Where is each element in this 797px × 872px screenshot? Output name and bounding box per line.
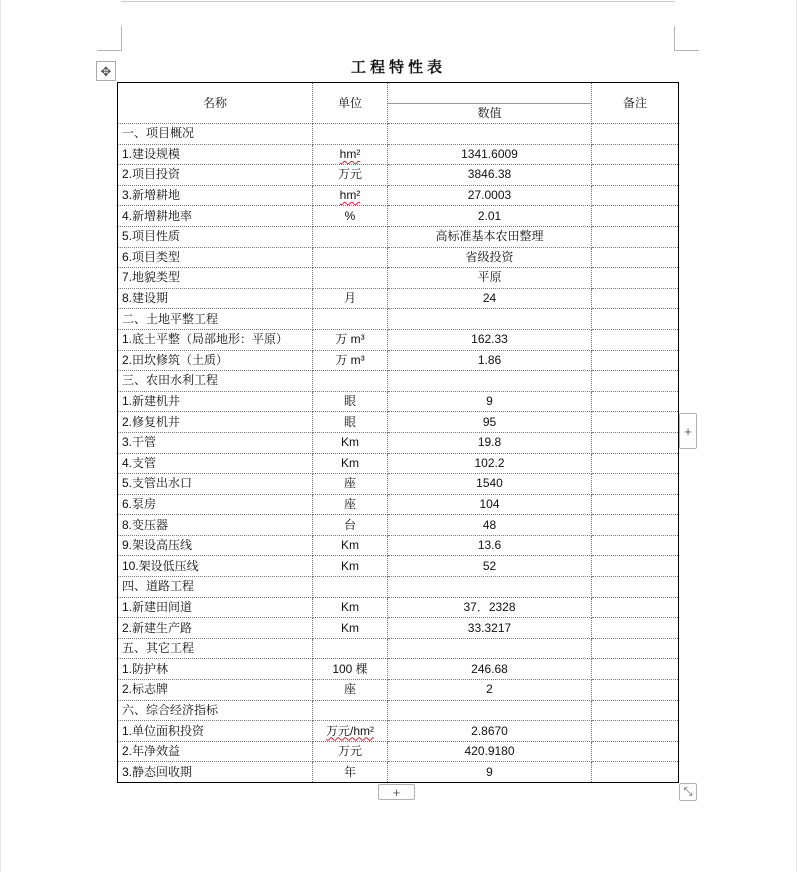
row-remark[interactable] xyxy=(592,597,679,618)
row-unit-text: 眼 xyxy=(343,414,356,429)
row-name-text: 5.支管出水口 xyxy=(122,476,193,491)
table-row xyxy=(118,144,679,165)
row-value[interactable] xyxy=(388,432,592,453)
margin-corner-top-right xyxy=(674,26,699,51)
row-value[interactable] xyxy=(388,268,592,289)
document-title: 工程特性表 xyxy=(350,59,446,76)
header-unit[interactable]: 单位 xyxy=(313,83,388,124)
row-unit-text: 年 xyxy=(343,764,356,779)
row-value[interactable] xyxy=(388,721,592,742)
table-row xyxy=(118,268,679,289)
move-icon: ✥ xyxy=(100,63,112,79)
row-unit[interactable] xyxy=(313,741,388,762)
row-unit-text: Km xyxy=(341,620,359,635)
row-value-text: 13.6 xyxy=(477,538,502,553)
row-name[interactable] xyxy=(118,741,313,762)
row-unit-text: hm² xyxy=(339,146,361,161)
row-unit[interactable] xyxy=(313,185,388,206)
row-name-text: 4.支管 xyxy=(122,455,157,470)
row-name[interactable] xyxy=(118,391,313,412)
row-remark[interactable] xyxy=(592,515,679,536)
table-row xyxy=(118,124,679,145)
row-name[interactable] xyxy=(118,453,313,474)
row-value-text: 3846.38 xyxy=(467,167,512,182)
row-name[interactable] xyxy=(118,721,313,742)
row-unit[interactable] xyxy=(313,535,388,556)
row-name-text: 6.泵房 xyxy=(122,496,157,511)
row-name-text: 2.项目投资 xyxy=(122,167,181,182)
row-remark[interactable] xyxy=(592,618,679,639)
row-name-text: 1.建设规模 xyxy=(122,146,181,161)
table-row xyxy=(118,680,679,701)
plus-icon: + xyxy=(684,423,692,439)
row-remark[interactable] xyxy=(592,556,679,577)
row-name[interactable] xyxy=(118,329,313,350)
row-unit-text: 万 m³ xyxy=(335,352,365,367)
row-unit[interactable] xyxy=(313,638,388,659)
row-unit[interactable] xyxy=(313,226,388,247)
row-value[interactable] xyxy=(388,185,592,206)
row-name[interactable] xyxy=(118,638,313,659)
row-value[interactable] xyxy=(388,700,592,721)
row-remark[interactable] xyxy=(592,453,679,474)
table-row xyxy=(118,474,679,495)
row-value[interactable] xyxy=(388,165,592,186)
row-unit-text: Km xyxy=(341,435,359,450)
header-value: 数值 xyxy=(477,106,502,120)
row-name-text: 2.年净效益 xyxy=(122,744,181,759)
row-name-text: 7.地貌类型 xyxy=(122,270,181,285)
row-value-text: 2 xyxy=(486,682,493,697)
row-unit[interactable] xyxy=(313,453,388,474)
row-remark[interactable] xyxy=(592,474,679,495)
row-unit-text: Km xyxy=(341,558,359,573)
row-name-text: 1.新建田间道 xyxy=(122,599,193,614)
row-unit[interactable] xyxy=(313,680,388,701)
row-remark[interactable] xyxy=(592,494,679,515)
table-row xyxy=(118,226,679,247)
table-row xyxy=(118,371,679,392)
row-unit-text: 座 xyxy=(343,496,356,511)
table-row xyxy=(118,659,679,680)
row-unit[interactable] xyxy=(313,700,388,721)
row-remark[interactable] xyxy=(592,268,679,289)
row-remark[interactable] xyxy=(592,659,679,680)
row-name-text: 6.项目类型 xyxy=(122,249,181,264)
row-name[interactable] xyxy=(118,144,313,165)
table-row xyxy=(118,556,679,577)
row-unit-text: 眼 xyxy=(343,394,356,409)
row-value[interactable] xyxy=(388,412,592,433)
row-name-text: 1.单位面积投资 xyxy=(122,723,205,738)
table-resize-handle[interactable] xyxy=(679,783,697,801)
row-name[interactable] xyxy=(118,618,313,639)
table-row xyxy=(118,494,679,515)
row-name-text: 5.项目性质 xyxy=(122,229,181,244)
row-unit[interactable] xyxy=(313,474,388,495)
row-name[interactable] xyxy=(118,535,313,556)
row-value-text: 1341.6009 xyxy=(461,146,518,161)
table-row xyxy=(118,329,679,350)
table-row xyxy=(118,412,679,433)
row-value-text: 37．2328 xyxy=(463,599,516,614)
row-name[interactable] xyxy=(118,474,313,495)
row-remark[interactable] xyxy=(592,185,679,206)
row-name-text: 1.新建机井 xyxy=(122,394,181,409)
row-value[interactable] xyxy=(388,247,592,268)
row-unit[interactable] xyxy=(313,288,388,309)
header-remark[interactable]: 备注 xyxy=(592,83,679,124)
table-row xyxy=(118,700,679,721)
row-value[interactable] xyxy=(388,350,592,371)
row-unit[interactable] xyxy=(313,165,388,186)
row-value-text: 102.2 xyxy=(474,455,505,470)
row-name-text: 2.新建生产路 xyxy=(122,620,193,635)
row-unit-text: hm² xyxy=(339,188,361,203)
row-unit-text: 月 xyxy=(343,291,356,306)
row-value[interactable] xyxy=(388,741,592,762)
row-name-text: 二、土地平整工程 xyxy=(122,311,219,326)
row-remark[interactable] xyxy=(592,350,679,371)
row-unit[interactable] xyxy=(313,206,388,227)
row-value-text: 19.8 xyxy=(477,435,502,450)
table-row xyxy=(118,206,679,227)
row-value-text: 24 xyxy=(482,291,497,306)
row-name-text: 2.标志牌 xyxy=(122,682,169,697)
row-value[interactable] xyxy=(388,535,592,556)
row-remark[interactable] xyxy=(592,680,679,701)
row-remark[interactable] xyxy=(592,165,679,186)
table-header-row xyxy=(118,83,679,124)
row-remark[interactable] xyxy=(592,309,679,330)
row-value-text: 省级投资 xyxy=(465,249,514,264)
row-name[interactable] xyxy=(118,226,313,247)
row-value[interactable] xyxy=(388,309,592,330)
row-value[interactable] xyxy=(388,371,592,392)
row-unit[interactable] xyxy=(313,597,388,618)
row-unit[interactable] xyxy=(313,659,388,680)
add-column-button[interactable] xyxy=(679,413,697,449)
row-value[interactable] xyxy=(388,474,592,495)
table-row xyxy=(118,247,679,268)
row-value[interactable] xyxy=(388,515,592,536)
row-name-text: 1.底土平整（局部地形：平原） xyxy=(122,332,289,347)
row-remark[interactable] xyxy=(592,700,679,721)
row-value-text: 95 xyxy=(482,414,497,429)
row-name[interactable] xyxy=(118,247,313,268)
row-unit[interactable] xyxy=(313,432,388,453)
row-name-text: 四、道路工程 xyxy=(122,579,195,594)
row-value-text: 52 xyxy=(482,558,497,573)
row-remark[interactable] xyxy=(592,144,679,165)
spec-table xyxy=(117,82,679,783)
row-value-text: 27.0003 xyxy=(467,188,512,203)
row-name[interactable] xyxy=(118,268,313,289)
page-top-edge xyxy=(121,1,675,2)
table-row xyxy=(118,350,679,371)
row-value[interactable] xyxy=(388,329,592,350)
row-unit[interactable] xyxy=(313,391,388,412)
row-name-text: 一、项目概况 xyxy=(122,126,195,141)
row-name[interactable] xyxy=(118,350,313,371)
row-name[interactable] xyxy=(118,515,313,536)
row-name-text: 3.静态回收期 xyxy=(122,764,193,779)
resize-icon: ⤡ xyxy=(683,785,693,798)
row-unit-text: % xyxy=(344,208,356,223)
row-name[interactable] xyxy=(118,597,313,618)
row-name-text: 3.干管 xyxy=(122,435,157,450)
row-name[interactable] xyxy=(118,185,313,206)
row-remark[interactable] xyxy=(592,391,679,412)
row-name[interactable] xyxy=(118,124,313,145)
row-remark[interactable] xyxy=(592,432,679,453)
row-value-text: 104 xyxy=(479,496,500,511)
table-row xyxy=(118,535,679,556)
row-unit[interactable] xyxy=(313,577,388,598)
table-row xyxy=(118,432,679,453)
row-name[interactable] xyxy=(118,680,313,701)
row-unit-text: 100 棵 xyxy=(332,661,368,676)
row-value-text: 2.8670 xyxy=(471,723,508,738)
row-name-text: 9.架设高压线 xyxy=(122,538,193,553)
row-value-text: 9 xyxy=(486,394,493,409)
row-unit[interactable] xyxy=(313,350,388,371)
row-remark[interactable] xyxy=(592,371,679,392)
row-remark[interactable] xyxy=(592,247,679,268)
table-row xyxy=(118,618,679,639)
row-unit-text: Km xyxy=(341,455,359,470)
row-name[interactable] xyxy=(118,494,313,515)
row-value-text: 33.3217 xyxy=(467,620,512,635)
row-value-text: 1.86 xyxy=(477,352,502,367)
table-row xyxy=(118,309,679,330)
row-name[interactable] xyxy=(118,371,313,392)
row-remark[interactable] xyxy=(592,762,679,783)
row-name-text: 8.建设期 xyxy=(122,291,169,306)
row-value[interactable] xyxy=(388,226,592,247)
row-unit[interactable] xyxy=(313,144,388,165)
row-unit-text: Km xyxy=(341,538,359,553)
row-value[interactable] xyxy=(388,556,592,577)
row-name-text: 3.新增耕地 xyxy=(122,188,181,203)
row-value-text: 420.9180 xyxy=(464,744,515,759)
margin-corner-top-left xyxy=(97,26,122,51)
header-value-split xyxy=(388,83,591,104)
table-row xyxy=(118,597,679,618)
row-remark[interactable] xyxy=(592,124,679,145)
row-name[interactable] xyxy=(118,577,313,598)
row-name[interactable] xyxy=(118,659,313,680)
row-value[interactable] xyxy=(388,391,592,412)
row-remark[interactable] xyxy=(592,638,679,659)
row-value-text: 246.68 xyxy=(471,661,508,676)
row-value[interactable] xyxy=(388,206,592,227)
row-remark[interactable] xyxy=(592,721,679,742)
row-name-text: 五、其它工程 xyxy=(122,641,195,656)
table-row xyxy=(118,762,679,783)
row-unit[interactable] xyxy=(313,309,388,330)
row-remark[interactable] xyxy=(592,577,679,598)
header-value-cell[interactable] xyxy=(388,83,592,124)
row-value[interactable] xyxy=(388,618,592,639)
row-unit-text: 台 xyxy=(343,517,356,532)
row-unit[interactable] xyxy=(313,762,388,783)
row-unit[interactable] xyxy=(313,618,388,639)
row-name-text: 8.变压器 xyxy=(122,517,169,532)
row-name[interactable] xyxy=(118,762,313,783)
row-unit[interactable] xyxy=(313,247,388,268)
table-row xyxy=(118,185,679,206)
row-unit[interactable] xyxy=(313,412,388,433)
table-row xyxy=(118,391,679,412)
row-remark[interactable] xyxy=(592,288,679,309)
row-value[interactable] xyxy=(388,577,592,598)
table-row xyxy=(118,741,679,762)
row-unit[interactable] xyxy=(313,515,388,536)
row-name[interactable] xyxy=(118,432,313,453)
add-row-button[interactable] xyxy=(378,784,415,800)
row-value[interactable] xyxy=(388,659,592,680)
row-value-text: 2.01 xyxy=(477,208,502,223)
row-value-text: 高标准基本农田整理 xyxy=(435,229,544,244)
row-name-text: 4.新增耕地率 xyxy=(122,208,193,223)
plus-icon: + xyxy=(392,784,401,800)
row-value[interactable] xyxy=(388,638,592,659)
row-unit-text: 座 xyxy=(343,682,356,697)
row-name[interactable] xyxy=(118,288,313,309)
row-remark[interactable] xyxy=(592,226,679,247)
row-value[interactable] xyxy=(388,762,592,783)
row-value-text: 48 xyxy=(482,517,497,532)
row-unit-text: 万元 xyxy=(337,744,362,759)
row-value[interactable] xyxy=(388,124,592,145)
row-unit[interactable] xyxy=(313,556,388,577)
row-value[interactable] xyxy=(388,494,592,515)
table-row xyxy=(118,638,679,659)
row-value[interactable] xyxy=(388,144,592,165)
row-remark[interactable] xyxy=(592,329,679,350)
row-name-text: 六、综合经济指标 xyxy=(122,702,219,717)
row-name[interactable] xyxy=(118,206,313,227)
row-unit-text: 万 m³ xyxy=(335,332,365,347)
row-value-text: 1540 xyxy=(476,476,503,491)
row-remark[interactable] xyxy=(592,535,679,556)
row-name-text: 2.修复机井 xyxy=(122,414,181,429)
row-unit-text: Km xyxy=(341,599,359,614)
table-row xyxy=(118,721,679,742)
row-unit-text: 万元 xyxy=(337,167,362,182)
row-name[interactable] xyxy=(118,309,313,330)
row-value[interactable] xyxy=(388,288,592,309)
row-unit[interactable] xyxy=(313,494,388,515)
row-name[interactable] xyxy=(118,556,313,577)
row-name[interactable] xyxy=(118,700,313,721)
row-name-text: 1.防护林 xyxy=(122,661,169,676)
row-unit[interactable] xyxy=(313,268,388,289)
row-unit[interactable] xyxy=(313,371,388,392)
table-row xyxy=(118,165,679,186)
row-unit-text: 座 xyxy=(343,476,356,491)
row-value-text: 162.33 xyxy=(471,332,508,347)
row-unit-text: 万元/hm² xyxy=(325,723,374,738)
table-row xyxy=(118,453,679,474)
table-row xyxy=(118,577,679,598)
row-unit[interactable] xyxy=(313,721,388,742)
header-name[interactable]: 名称 xyxy=(118,83,313,124)
row-name[interactable] xyxy=(118,412,313,433)
page-left-edge xyxy=(0,0,1,872)
row-name-text: 三、农田水利工程 xyxy=(122,373,219,388)
row-value-text: 9 xyxy=(486,764,493,779)
table-row xyxy=(118,515,679,536)
row-value-text: 平原 xyxy=(477,270,502,285)
row-remark[interactable] xyxy=(592,206,679,227)
row-name[interactable] xyxy=(118,165,313,186)
row-name-text: 2.田坎修筑（土质） xyxy=(122,352,229,367)
row-value[interactable] xyxy=(388,453,592,474)
table-row xyxy=(118,288,679,309)
row-value[interactable] xyxy=(388,680,592,701)
row-remark[interactable] xyxy=(592,741,679,762)
row-unit[interactable] xyxy=(313,124,388,145)
row-value[interactable] xyxy=(388,597,592,618)
row-unit[interactable] xyxy=(313,329,388,350)
row-remark[interactable] xyxy=(592,412,679,433)
row-name-text: 10.架设低压线 xyxy=(122,558,199,573)
